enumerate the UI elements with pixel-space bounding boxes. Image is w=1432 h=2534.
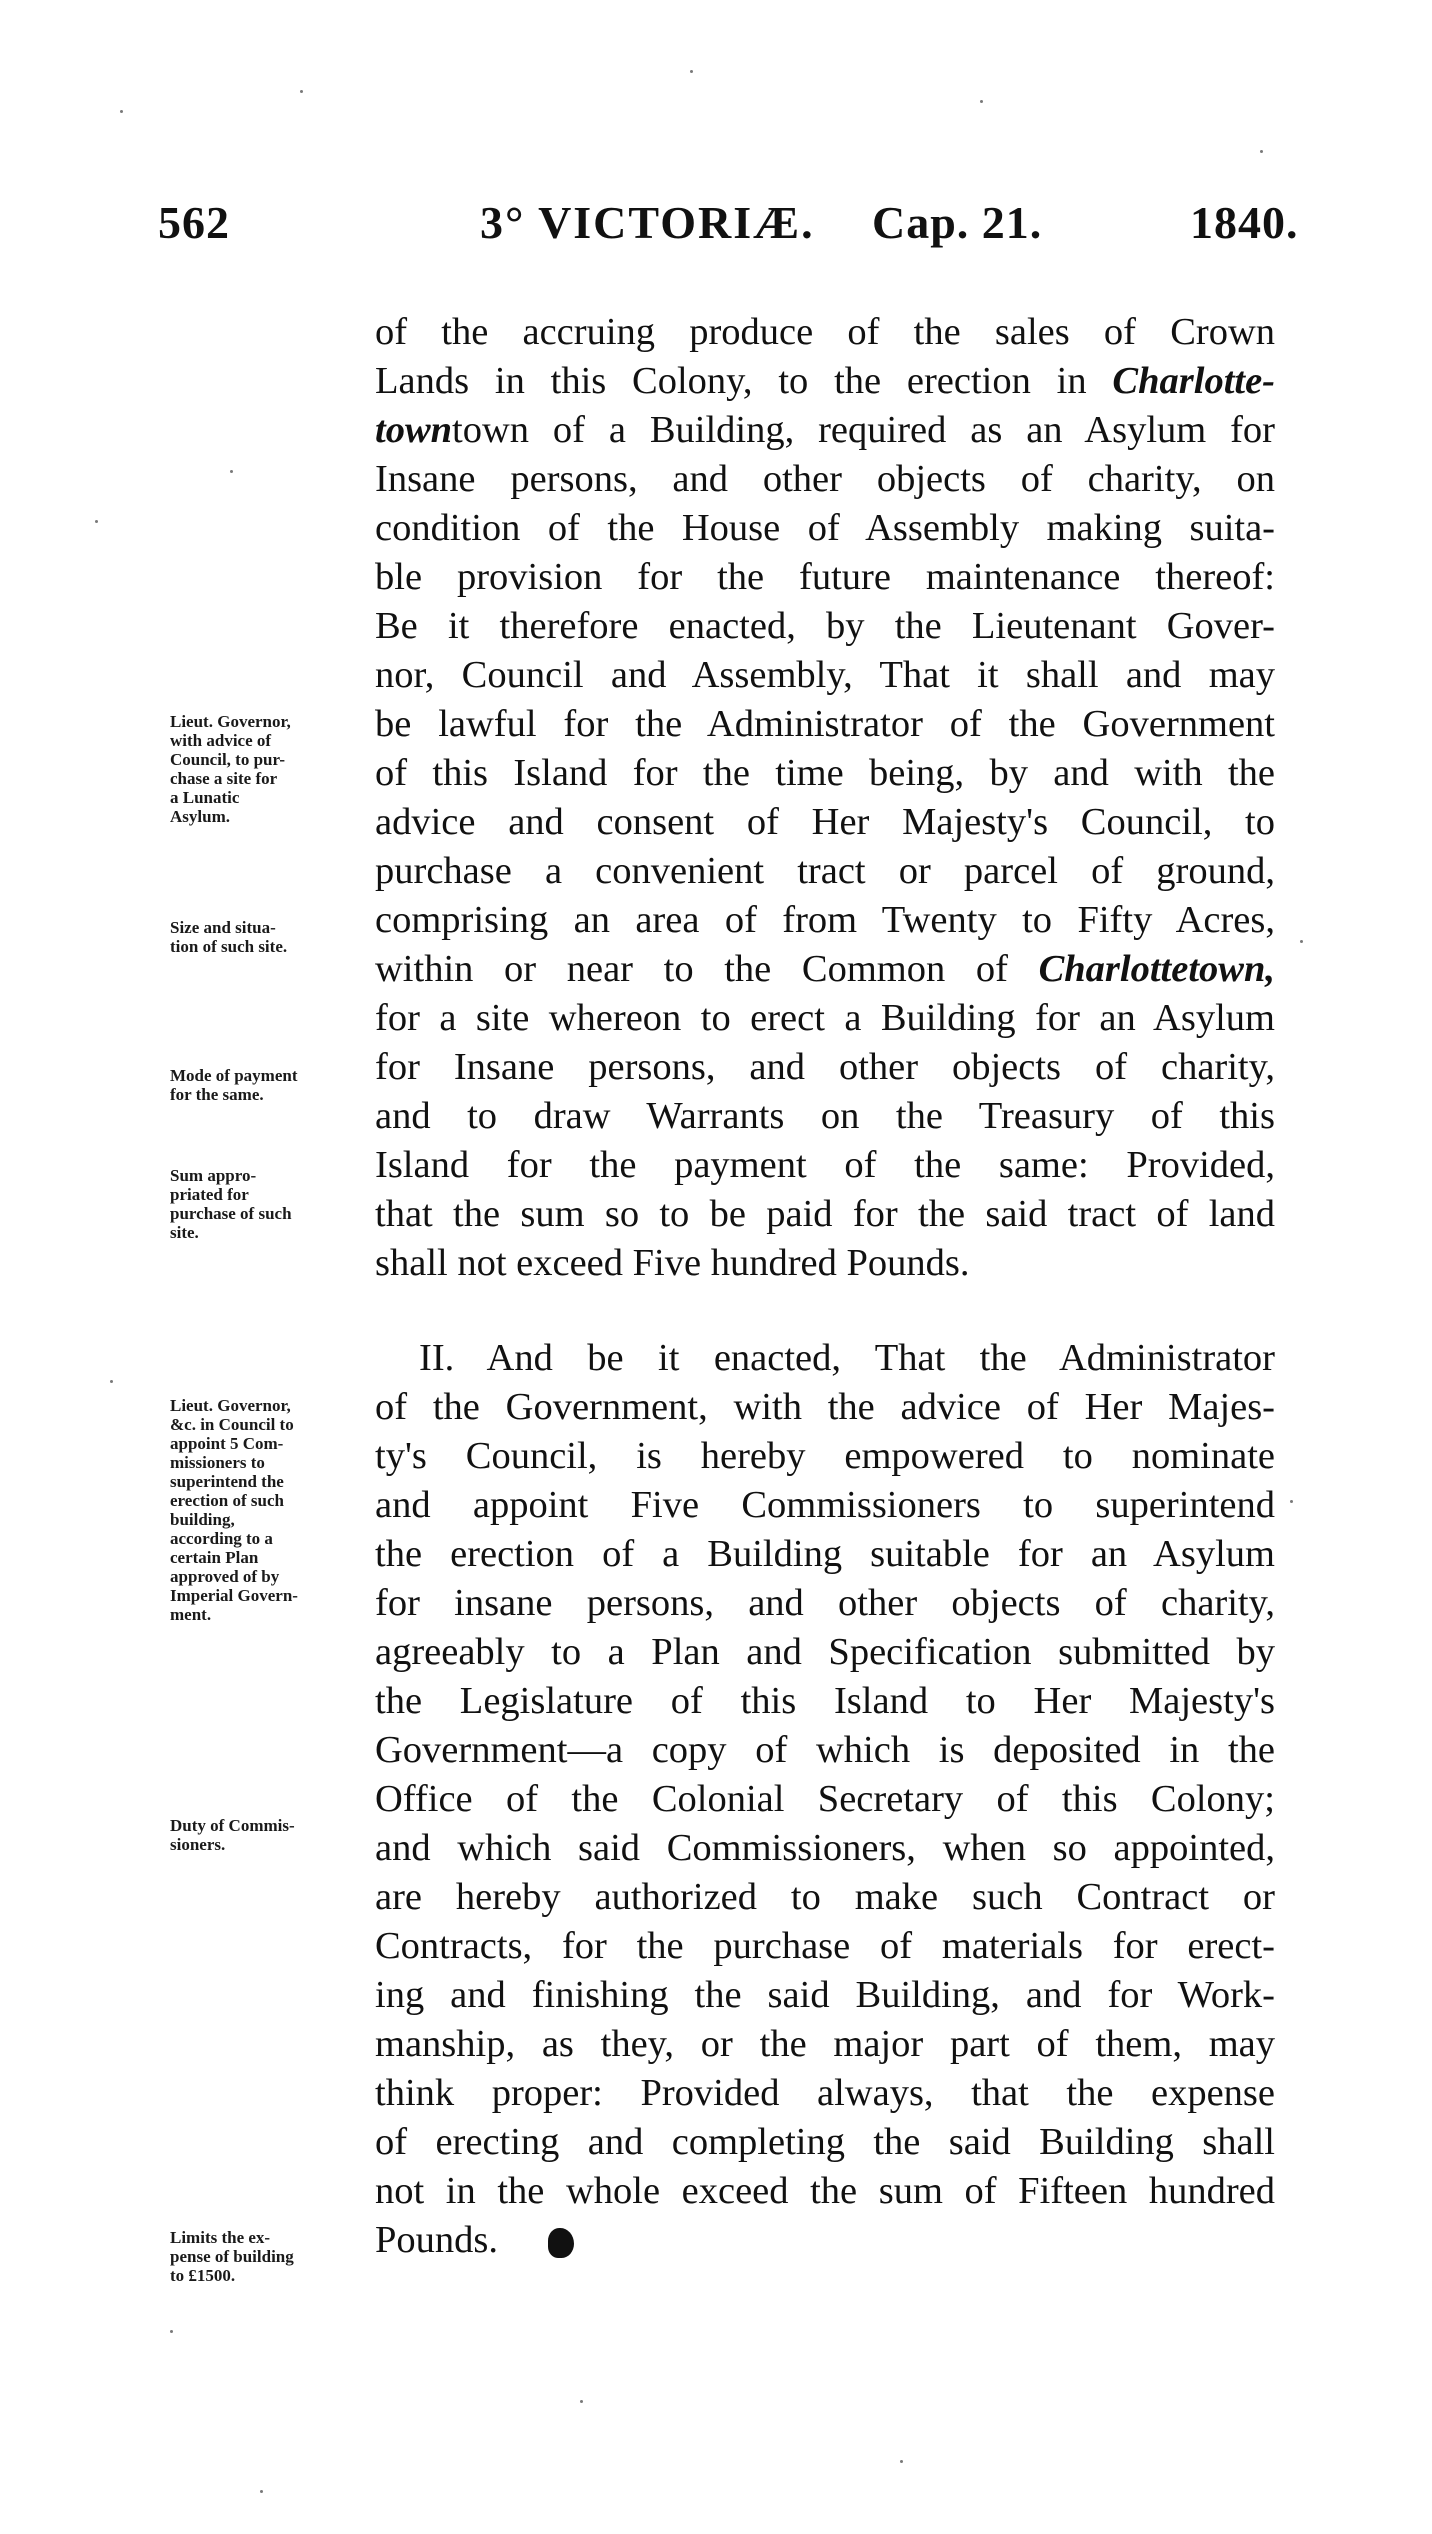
text-line: II. And be it enacted, That the Administrator — [419, 1337, 1275, 1379]
note-line: Limits the ex- — [170, 2228, 271, 2247]
note-line: certain Plan — [170, 1548, 259, 1567]
text-line: and to draw Warrants on the Treasury of this — [375, 1095, 1275, 1137]
print-speck — [980, 100, 983, 103]
text-line — [375, 945, 1275, 994]
year: 1840. — [1190, 197, 1299, 248]
note-line: erection of such — [170, 1491, 284, 1510]
text-fragment: within or near to the Common of — [375, 948, 1039, 990]
section-2-text — [375, 1334, 1275, 2265]
note-line: Asylum. — [170, 807, 230, 826]
note-line: Size and situa- — [170, 918, 276, 937]
note-line: according to a — [170, 1529, 273, 1548]
note-line: site. — [170, 1223, 199, 1242]
print-speck — [690, 70, 693, 73]
text-line: ing and finishing the said Building, and for Work- — [375, 1974, 1275, 2016]
text-line: Be it therefore enacted, by the Lieutenant Gover- — [375, 605, 1275, 647]
print-speck — [580, 2400, 583, 2403]
text-line: Office of the Colonial Secretary of this Colony; — [375, 1778, 1275, 1820]
text-line: and appoint Five Commissioners to superintend — [375, 1484, 1275, 1526]
page-number: 562 — [158, 197, 230, 248]
note-line: pense of building — [170, 2247, 294, 2266]
margin-note-mode-of-payment — [170, 1066, 370, 1104]
text-line: agreeably to a Plan and Specification submitted by — [375, 1631, 1275, 1673]
margin-note-purchase-site — [170, 712, 370, 826]
text-line: for Insane persons, and other objects of charity, — [375, 1046, 1275, 1088]
print-speck — [230, 470, 233, 473]
chapter-number: Cap. 21. — [872, 197, 1043, 248]
print-speck — [1260, 150, 1263, 153]
margin-note-sum-appropriated — [170, 1166, 370, 1242]
note-line: purchase of such — [170, 1204, 292, 1223]
text-line: the erection of a Building suitable for an Asylum — [375, 1533, 1275, 1575]
note-line: Lieut. Governor, — [170, 712, 291, 731]
print-speck — [1290, 1500, 1293, 1503]
text-line: advice and consent of Her Majesty's Council, to — [375, 801, 1275, 843]
print-speck — [900, 2460, 903, 2463]
print-speck — [120, 110, 123, 113]
print-speck — [170, 2330, 173, 2333]
note-line: ment. — [170, 1605, 212, 1624]
text-line: Pounds. — [375, 2219, 499, 2261]
text-line — [375, 357, 1275, 406]
margin-note-duty-of-commissioners — [170, 1816, 370, 1854]
text-line: ble provision for the future maintenance thereof: — [375, 556, 1275, 598]
note-line: sioners. — [170, 1835, 226, 1854]
text-line: shall not exceed Five hundred Pounds. — [375, 1242, 970, 1284]
text-line: and which said Commissioners, when so appointed, — [375, 1827, 1275, 1869]
note-line: tion of such site. — [170, 937, 288, 956]
text-line: be lawful for the Administrator of the Government — [375, 703, 1275, 745]
italic-place-name: town — [375, 409, 453, 451]
margin-note-expense-limit — [170, 2228, 370, 2285]
note-line: Imperial Govern- — [170, 1586, 298, 1605]
print-speck — [260, 2490, 263, 2493]
text-line: of the accruing produce of the sales of Crown — [375, 311, 1275, 353]
text-line: nor, Council and Assembly, That it shall and may — [375, 654, 1275, 696]
text-line: not in the whole exceed the sum of Fifteen hundred — [375, 2170, 1275, 2212]
note-line: approved of by — [170, 1567, 280, 1586]
text-line: of erecting and completing the said Building shall — [375, 2121, 1275, 2163]
margin-note-size-situation — [170, 918, 370, 956]
note-line: to £1500. — [170, 2266, 236, 2285]
print-speck — [300, 90, 303, 93]
print-speck — [1300, 940, 1303, 943]
text-line: of the Government, with the advice of Her Majes- — [375, 1386, 1275, 1428]
text-line: purchase a convenient tract or parcel of ground, — [375, 850, 1275, 892]
text-line: Insane persons, and other objects of charity, on — [375, 458, 1275, 500]
section-1-text — [375, 308, 1275, 1288]
text-line: Island for the payment of the same: Provided, — [375, 1144, 1275, 1186]
note-line: Mode of payment — [170, 1066, 298, 1085]
note-line: missioners to — [170, 1453, 265, 1472]
note-line: Council, to pur- — [170, 750, 286, 769]
text-line: ty's Council, is hereby empowered to nominate — [375, 1435, 1275, 1477]
note-line: appoint 5 Com- — [170, 1434, 284, 1453]
note-line: with advice of — [170, 731, 272, 750]
text-line — [375, 406, 1275, 455]
text-line: Government—a copy of which is deposited in the — [375, 1729, 1275, 1771]
ink-blot — [548, 2228, 574, 2258]
note-line: Sum appro- — [170, 1166, 257, 1185]
italic-place-name: Charlottetown, — [1038, 948, 1275, 990]
note-line: chase a site for — [170, 769, 278, 788]
text-line: Contracts, for the purchase of materials for erect- — [375, 1925, 1275, 1967]
text-line: comprising an area of from Twenty to Fifty Acres, — [375, 899, 1275, 941]
note-line: Duty of Commis- — [170, 1816, 295, 1835]
note-line: for the same. — [170, 1085, 264, 1104]
italic-place-name: Charlotte- — [1112, 360, 1275, 402]
text-line: the Legislature of this Island to Her Majesty's — [375, 1680, 1275, 1722]
print-speck — [95, 520, 98, 523]
text-line: of this Island for the time being, by and with the — [375, 752, 1275, 794]
note-line: superintend the — [170, 1472, 284, 1491]
text-line: condition of the House of Assembly making suita- — [375, 507, 1275, 549]
note-line: Lieut. Governor, — [170, 1396, 291, 1415]
margin-note-commissioners — [170, 1396, 370, 1624]
print-speck — [110, 1380, 113, 1383]
text-fragment: Lands in this Colony, to the erection in — [375, 360, 1113, 402]
text-line: that the sum so to be paid for the said tract of land — [375, 1193, 1275, 1235]
text-fragment: town of a Building, required as an Asylum for — [452, 409, 1275, 451]
text-line: for a site whereon to erect a Building for an Asylum — [375, 997, 1275, 1039]
text-line: manship, as they, or the major part of them, may — [375, 2023, 1275, 2065]
note-line: priated for — [170, 1185, 249, 1204]
note-line: &c. in Council to — [170, 1415, 294, 1434]
note-line: a Lunatic — [170, 788, 240, 807]
text-line: are hereby authorized to make such Contract or — [375, 1876, 1275, 1918]
reign-title: 3° VICTORIÆ. — [480, 197, 815, 248]
text-line: for insane persons, and other objects of charity, — [375, 1582, 1275, 1624]
text-line: think proper: Provided always, that the expense — [375, 2072, 1275, 2114]
note-line: building, — [170, 1510, 235, 1529]
